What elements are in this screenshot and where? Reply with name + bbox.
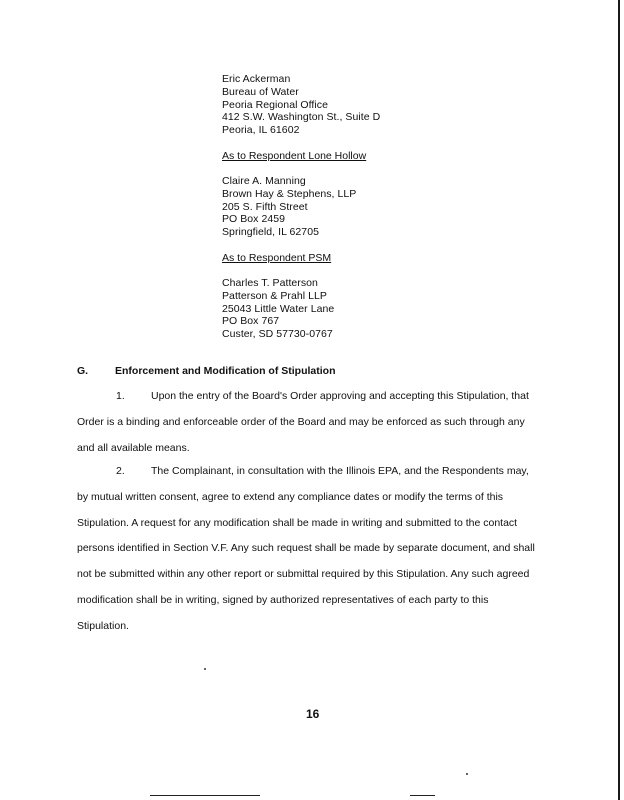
address-block-manning	[222, 175, 356, 239]
respondent-heading-lone-hollow: As to Respondent Lone Hollow	[222, 150, 367, 162]
paragraph-number: 2.	[116, 465, 125, 477]
address-line: Patterson & Prahl LLP	[222, 289, 327, 302]
address-line: Peoria, IL 61602	[222, 124, 300, 137]
address-line: Eric Ackerman	[222, 73, 291, 85]
scan-edge-rule	[150, 795, 260, 796]
scan-edge-right	[618, 0, 620, 800]
section-title: Enforcement and Modification of Stipulation	[115, 365, 336, 377]
paragraph-2	[77, 459, 537, 640]
section-heading	[77, 365, 336, 377]
paragraph-text: The Complainant, in consultation with the Illinois EPA, and the Respondents may, by mutual written consent, agree to extend any compliance dates or modify the terms of this Stipulation. A request for any modification shall be made in writing and submitted to the contact persons identified in Section V.F. Any such request shall be made by separate document, and shall not be submitted within any other report or submittal required by this Stipulation. Any such agreed modification shall be in writing, signed by authorized representatives of each party to this Stipulation.	[77, 465, 535, 632]
address-line: Charles T. Patterson	[222, 277, 318, 289]
address-line: 205 S. Fifth Street	[222, 200, 308, 213]
address-line: PO Box 767	[222, 315, 280, 328]
address-line: 412 S.W. Washington St., Suite D	[222, 111, 381, 124]
respondent-heading-psm: As to Respondent PSM	[222, 252, 332, 264]
address-line: 25043 Little Water Lane	[222, 302, 335, 315]
paragraph-number: 1.	[116, 390, 125, 402]
page-number: 16	[306, 707, 320, 721]
address-line: Peoria Regional Office	[222, 98, 328, 111]
address-line: Brown Hay & Stephens, LLP	[222, 187, 357, 200]
address-line: Springfield, IL 62705	[222, 226, 319, 239]
scan-edge-rule	[410, 795, 435, 796]
section-letter: G.	[77, 365, 89, 377]
address-block-patterson	[222, 277, 334, 341]
paragraph-text: Upon the entry of the Board's Order approving and accepting this Stipulation, that Order is a binding and enforceable order of the Board and may be enforced as such through any and all available means.	[77, 390, 529, 454]
address-line: Custer, SD 57730-0767	[222, 328, 333, 341]
address-line: Bureau of Water	[222, 85, 299, 98]
address-line: Claire A. Manning	[222, 175, 306, 187]
address-block-akerman	[222, 73, 380, 137]
paragraph-1	[77, 384, 537, 461]
scan-speck	[466, 773, 468, 775]
scan-speck	[204, 668, 206, 670]
address-line: PO Box 2459	[222, 213, 286, 226]
